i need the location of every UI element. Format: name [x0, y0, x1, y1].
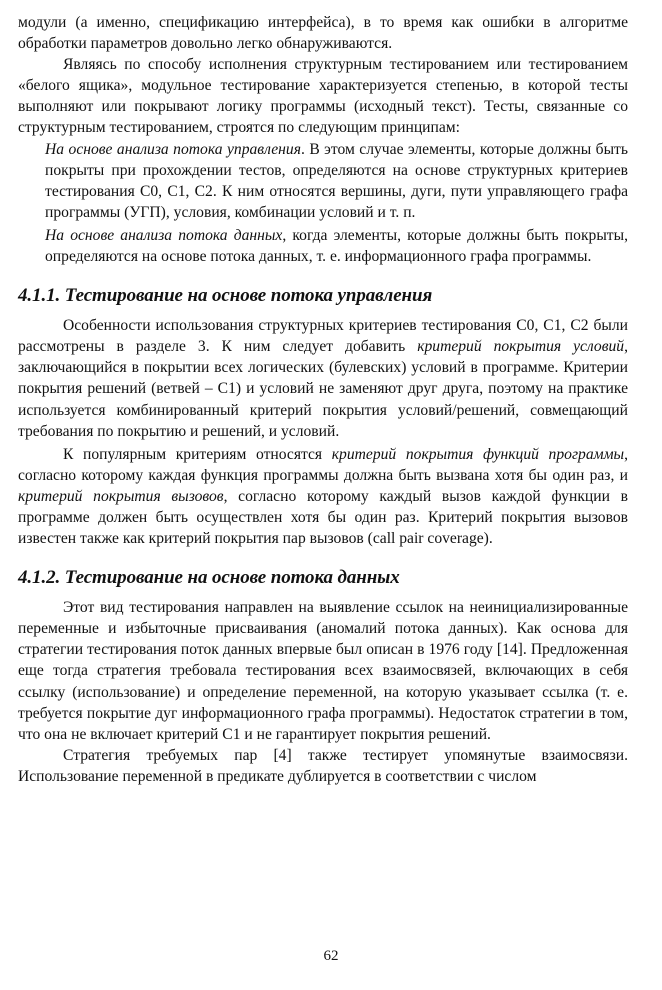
list-item-data-flow-text: , когда элементы, которые должны быть покрыты, определяются на основе потока данных, т. е. информационного графа программы. [45, 226, 628, 266]
text-run: , согласно которому каждый вызов каждой функции в программе должен быть осуществлен хотя бы один раз. Критерий покрытия вызовов известен также как критерий покрытия пар вызовов (call pair coverage). [18, 487, 628, 548]
list-item-data-flow [18, 225, 628, 267]
term-function-coverage: критерий покрытия функций программы [331, 445, 625, 463]
paragraph-required-pairs: Стратегия требуемых пар [4] также тестирует упомянутые взаимосвязи. Использование переменной в предикате дублируется в соответствии с числом [18, 746, 628, 785]
term-control-flow: На основе анализа потока управления [45, 140, 301, 158]
paragraph-data-flow-testing: Этот вид тестирования направлен на выявление ссылок на неинициализированные переменные и избыточные присваивания (аномалий потока данных). Как основа для стратегии тестирования поток данных впервые был описан в 1976 году [14]. Предложенная еще тогда стратегия требовала тестирования всех взаимосвязей, включающих в себя ссылку (использование) и определение переменной, на которую указывает ссылка (т. е. требуется покрытие дуг информационного графа программы). Недостаток стратегии в том, что она не включает критерий С1 и не гарантирует покрытия решений. [18, 599, 628, 743]
paragraph-function-coverage [18, 444, 628, 549]
term-call-coverage: критерий покрытия вызовов [18, 487, 224, 505]
section-heading-4-1-2: 4.1.2. Тестирование на основе потока данных [18, 567, 400, 589]
paragraph-condition-coverage [18, 315, 628, 442]
page-number: 62 [323, 948, 339, 964]
text-run: , заключающийся в покрытии всех логических (булевских) условий в программе. Критерии покрытия решений (ветвей – С1) и условий не заменяют друг друга, поэтому на практике используется комбинированный критерий покрытия условий/решений, совмещающий требования по покрытию и решений, и условий. [18, 338, 628, 440]
term-condition-coverage: критерий покрытия условий [417, 338, 625, 356]
text-run: К популярным критериям относятся [63, 445, 332, 463]
page-content [18, 12, 628, 787]
paragraph-white-box: Являясь по способу исполнения структурным тестированием или тестированием «белого ящика», модульное тестирование характеризуется степенью, в которой тесты выполняют или покрывают логику программы (исходный текст). Тесты, связанные со структурным тестированием, строятся по следующим принципам: [18, 56, 628, 137]
paragraph-intro-continuation: модули (а именно, спецификацию интерфейса), в то время как ошибки в алгоритме обработки параметров довольно легко обнаруживаются. [18, 14, 628, 53]
list-item-control-flow-text: . В этом случае элементы, которые должны быть покрыты при прохождении тестов, определяются на основе структурных критериев тестирования С0, С1, С2. К ним относятся вершины, дуги, пути управляющего графа программы (УГП), условия, комбинации условий и т. п. [45, 140, 628, 221]
section-heading-4-1-1: 4.1.1. Тестирование на основе потока управления [18, 285, 433, 307]
text-run: , согласно которому каждая функция программы должна быть вызвана хотя бы один раз, и [18, 445, 628, 484]
term-data-flow: На основе анализа потока данных [45, 226, 283, 244]
text-run: Особенности использования структурных критериев тестирования С0, С1, С2 были рассмотрены в разделе 3. К ним следует добавить [18, 317, 628, 356]
list-item-control-flow [18, 139, 628, 223]
